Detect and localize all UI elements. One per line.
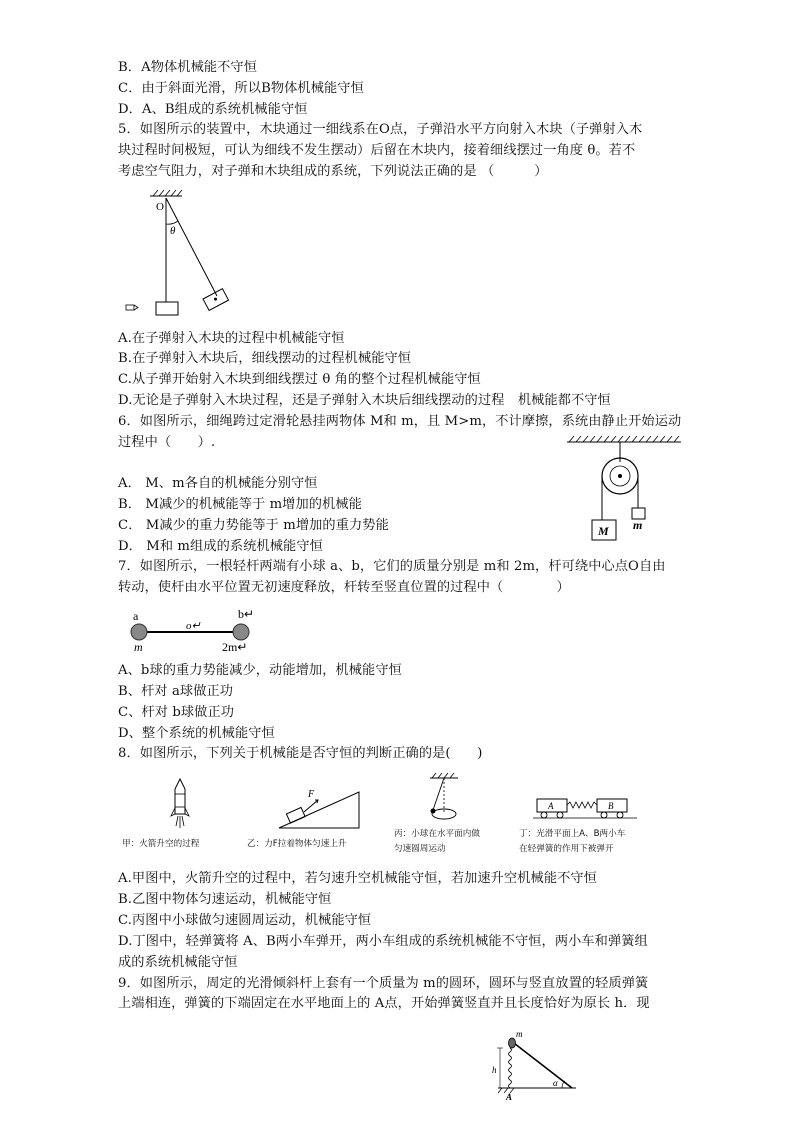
label-b: b↵ — [238, 607, 255, 621]
option-b-q4: B．A物体机械能不守恒 — [118, 60, 258, 75]
question-9-line-2: 上端相连，弹簧的下端固定在水平地面上的 A点，开始弹簧竖直并且长度恰好为原长 h．现 — [118, 996, 650, 1011]
ball-a — [131, 624, 147, 640]
label-h: h — [492, 1065, 497, 1075]
option-b-q8: B.乙图中物体匀速运动，机械能守恒 — [118, 892, 332, 907]
bullet — [126, 305, 138, 310]
option-b-q6: B． M减少的机械能等于 m增加的机械能 — [118, 497, 362, 512]
spring-icon — [567, 802, 597, 808]
figure-q9-ring-spring — [488, 1030, 580, 1102]
figure-q8-jia-rocket — [160, 776, 200, 832]
swung-block — [203, 289, 229, 311]
option-c-q7: C、杆对 b球做正功 — [118, 705, 235, 720]
option-c-q6: C． M减少的重力势能等于 m增加的重力势能 — [118, 518, 389, 533]
label-big-m: M — [598, 524, 609, 538]
label-o-center: o↵ — [186, 620, 201, 632]
wood-block — [156, 302, 178, 315]
caption-yi: 乙：力F拉着物体匀速上升 — [247, 839, 347, 849]
caption-ding-1: 丁：光滑平面上A、B两小车 — [519, 829, 626, 839]
figure-q8-bing-conical — [418, 772, 478, 828]
question-7-line-2: 转动，使杆由水平位置无初速度释放，杆转至竖直位置的过程中（ ） — [118, 580, 570, 595]
question-9-line-1: 9．如图所示，周定的光滑倾斜杆上套有一个质量为 m的圆环，圆环与竖直放置的轻质弹簧 — [118, 976, 649, 991]
option-c-q8: C.丙图中小球做匀速圆周运动，机械能守恒 — [118, 913, 372, 928]
option-d-q7: D、整个系统的机械能守恒 — [118, 726, 275, 741]
label-alpha: α — [553, 1078, 558, 1088]
caption-bing-2: 匀速圆周运动 — [394, 844, 446, 854]
figure-q8-ding-carts — [533, 794, 637, 822]
label-a9: A — [506, 1092, 513, 1102]
option-b-q7: B、杆对 a球做正功 — [118, 684, 234, 699]
caption-bing-1: 丙：小球在水平面内做 — [394, 829, 480, 839]
label-2m: 2m↵ — [222, 640, 248, 654]
caption-jia: 甲：火箭升空的过程 — [122, 839, 200, 849]
label-theta: θ — [170, 225, 176, 237]
figure-q5-pendulum — [120, 188, 240, 320]
option-c-q5: C.从子弹开始射入木块到细线摆过 θ 角的整个过程机械能守恒 — [118, 372, 481, 387]
figure-q8-yi-incline — [275, 786, 365, 832]
question-5-line-3: 考虑空气阻力，对子弹和木块组成的系统，下列说法正确的是 （ ） — [118, 164, 548, 179]
ball-b — [233, 624, 249, 640]
option-d-q8-line-1: D.丁图中，轻弹簧将 A、B两小车弹开，两小车组成的系统机械能不守恒，两小车和弹簧组 — [118, 934, 648, 949]
option-a-q8: A.甲图中，火箭升空的过程中，若匀速升空机械能守恒，若加速升空机械能不守恒 — [118, 871, 597, 886]
spring-icon — [509, 1048, 512, 1088]
inclined-rod — [510, 1040, 572, 1088]
caption-ding-2: 在轻弹簧的作用下被弹开 — [519, 844, 614, 854]
option-d-q8-line-2: 成的系统机械能守恒 — [118, 955, 238, 970]
question-6-line-1: 6．如图所示，细绳跨过定滑轮悬挂两物体 M和 m，且 M>m，不计摩擦，系统由静止开始运动 — [118, 414, 682, 429]
option-d-q5: D.无论是子弹射入木块过程，还是子弹射入木块后细线摆动的过程 机械能都不守恒 — [118, 393, 611, 408]
label-f: F — [308, 789, 315, 800]
label-m9: m — [516, 1030, 523, 1039]
option-a-q5: A.在子弹射入木块的过程中机械能守恒 — [118, 331, 345, 346]
question-5-line-2: 块过程时间极短，可认为细线不发生摆动）后留在木块内，接着细线摆过一角度 θ。若不 — [118, 143, 636, 158]
option-a-q6: A． M、m各自的机械能分别守恒 — [118, 476, 318, 491]
label-a: a — [133, 609, 139, 623]
label-o: O — [156, 201, 164, 213]
figure-q6-pulley — [563, 432, 683, 542]
option-c-q4: C．由于斜面光滑，所以B物体机械能守恒 — [118, 81, 364, 96]
option-d-q6: D． M和 m组成的系统机械能守恒 — [118, 539, 323, 554]
label-small-m: m — [633, 518, 643, 532]
option-b-q5: B.在子弹射入木块后，细线摆动的过程机械能守恒 — [118, 351, 412, 366]
label-cart-a: A — [548, 801, 554, 811]
question-7-line-1: 7．如图所示，一根轻杆两端有小球 a、b，它们的质量分别是 m和 2m，杆可绕中心点O自由 — [118, 559, 666, 574]
label-cart-b: B — [608, 801, 614, 811]
label-m: m — [134, 640, 143, 654]
option-a-q7: A、b球的重力势能减少，动能增加，机械能守恒 — [118, 663, 402, 678]
question-5-line-1: 5．如图所示的装置中，木块通过一细线系在O点，子弹沿水平方向射入木块（子弹射入木 — [118, 122, 643, 137]
figure-q7-rod — [122, 604, 262, 654]
question-8-line-1: 8．如图所示，下列关于机械能是否守恒的判断正确的是( ) — [118, 746, 483, 761]
ring — [509, 1038, 516, 1048]
question-6-line-2: 过程中（ ）. — [118, 435, 216, 450]
option-d-q4: D．A、B组成的系统机械能守恒 — [118, 102, 308, 117]
